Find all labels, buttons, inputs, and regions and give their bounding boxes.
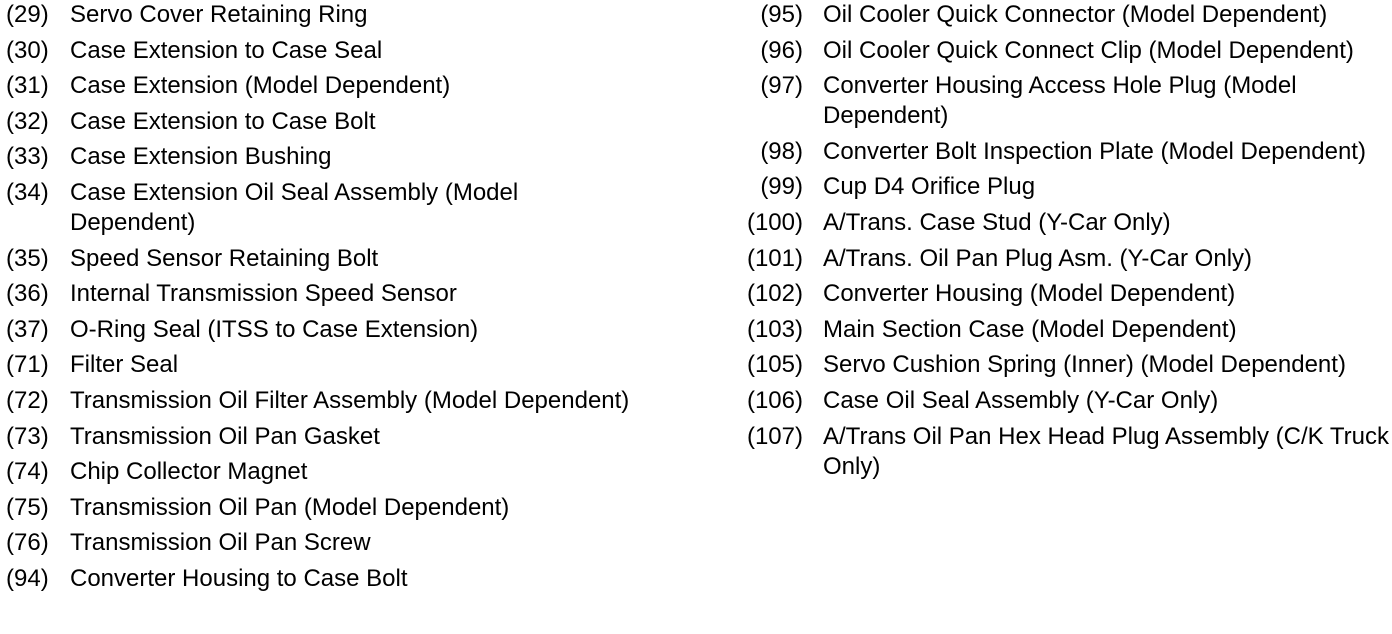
- part-entry: [0, 142, 700, 172]
- part-entry: [0, 493, 700, 523]
- part-entry: [735, 71, 1392, 131]
- part-number: (76): [6, 529, 49, 557]
- part-entry: [0, 564, 700, 594]
- part-description: A/Trans Oil Pan Hex Head Plug Assembly (C/K Truck Only): [823, 422, 1389, 480]
- part-entry: [735, 386, 1392, 416]
- part-description: Transmission Oil Pan Gasket: [70, 422, 380, 450]
- part-entry: [0, 279, 700, 309]
- part-description: Chip Collector Magnet: [70, 458, 308, 486]
- part-description: Case Extension to Case Seal: [70, 36, 383, 64]
- part-number: (102): [746, 280, 803, 308]
- part-number: (33): [6, 143, 49, 171]
- part-number: (31): [6, 72, 49, 100]
- part-entry: [0, 350, 700, 380]
- part-number: (34): [6, 178, 49, 206]
- part-entry: [0, 457, 700, 487]
- part-number: (100): [746, 208, 803, 236]
- part-number: (105): [746, 351, 803, 379]
- part-description: Transmission Oil Pan Screw: [70, 529, 371, 557]
- part-description: Case Extension (Model Dependent): [70, 72, 451, 100]
- part-entry: [735, 350, 1392, 380]
- part-number: (30): [6, 36, 49, 64]
- part-entry: [735, 422, 1392, 482]
- part-entry: [735, 0, 1392, 30]
- part-description: Transmission Oil Filter Assembly (Model Dependent): [70, 386, 630, 414]
- part-number: (98): [760, 137, 803, 165]
- part-entry: [735, 137, 1392, 167]
- part-description: Oil Cooler Quick Connector (Model Dependent): [823, 1, 1328, 28]
- part-number: (97): [760, 72, 803, 100]
- part-description: Transmission Oil Pan (Model Dependent): [70, 493, 510, 521]
- part-description: Case Extension to Case Bolt: [70, 107, 376, 135]
- part-description: Case Extension Oil Seal Assembly (Model Dependent): [70, 178, 519, 236]
- part-entry: [0, 107, 700, 137]
- part-number: (73): [6, 422, 49, 450]
- part-entry: [0, 0, 700, 30]
- part-number: (96): [760, 36, 803, 64]
- part-entry: [735, 279, 1392, 309]
- part-entry: [735, 315, 1392, 345]
- part-number: (35): [6, 244, 49, 272]
- part-entry: [0, 528, 700, 558]
- parts-list-right: [735, 0, 1392, 487]
- part-number: (99): [760, 173, 803, 201]
- part-number: (36): [6, 280, 49, 308]
- part-entry: [0, 422, 700, 452]
- part-number: (95): [760, 1, 803, 28]
- part-number: (72): [6, 386, 49, 414]
- part-entry: [0, 71, 700, 101]
- part-entry: [735, 208, 1392, 238]
- part-entry: [735, 36, 1392, 66]
- part-number: (101): [746, 244, 803, 272]
- part-number: (103): [746, 315, 803, 343]
- part-description: Case Oil Seal Assembly (Y-Car Only): [823, 386, 1219, 414]
- part-description: Internal Transmission Speed Sensor: [70, 280, 457, 308]
- part-description: Cup D4 Orifice Plug: [823, 173, 1036, 201]
- part-number: (71): [6, 351, 49, 379]
- part-description: Filter Seal: [70, 351, 179, 379]
- part-description: Case Extension Bushing: [70, 143, 332, 171]
- parts-list-left: [0, 0, 700, 600]
- part-entry: [735, 172, 1392, 202]
- part-number: (107): [746, 422, 803, 450]
- part-description: Converter Housing Access Hole Plug (Model Dependent): [823, 72, 1297, 130]
- part-description: A/Trans. Case Stud (Y-Car Only): [823, 208, 1171, 236]
- part-description: Main Section Case (Model Dependent): [823, 315, 1237, 343]
- part-description: Servo Cover Retaining Ring: [70, 1, 368, 28]
- part-description: A/Trans. Oil Pan Plug Asm. (Y-Car Only): [823, 244, 1253, 272]
- part-description: O-Ring Seal (ITSS to Case Extension): [70, 315, 479, 343]
- part-entry: [0, 315, 700, 345]
- part-number: (29): [6, 1, 49, 28]
- part-description: Converter Housing to Case Bolt: [70, 564, 408, 592]
- part-entry: [0, 386, 700, 416]
- part-description: Oil Cooler Quick Connect Clip (Model Dependent): [823, 36, 1354, 64]
- part-number: (37): [6, 315, 49, 343]
- part-number: (94): [6, 564, 49, 592]
- part-description: Converter Bolt Inspection Plate (Model Dependent): [823, 137, 1366, 165]
- part-description: Speed Sensor Retaining Bolt: [70, 244, 379, 272]
- part-number: (32): [6, 107, 49, 135]
- part-description: Servo Cushion Spring (Inner) (Model Dependent): [823, 351, 1346, 379]
- part-entry: [0, 178, 700, 238]
- part-entry: [735, 244, 1392, 274]
- part-number: (106): [746, 386, 803, 414]
- part-entry: [0, 244, 700, 274]
- part-number: (75): [6, 493, 49, 521]
- part-number: (74): [6, 458, 49, 486]
- part-description: Converter Housing (Model Dependent): [823, 280, 1236, 308]
- part-entry: [0, 36, 700, 66]
